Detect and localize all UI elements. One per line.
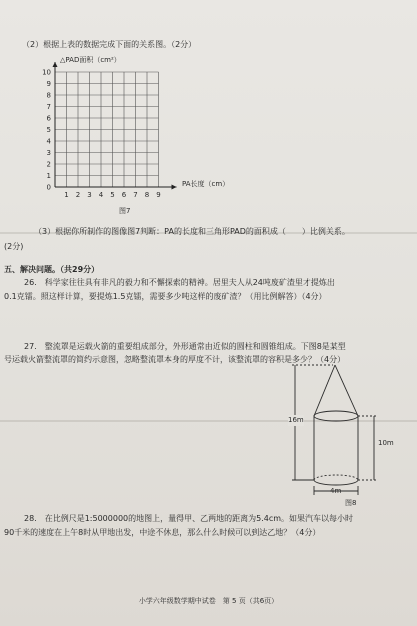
x-tick-label: 8	[144, 191, 150, 199]
graph-area	[30, 55, 230, 215]
y-tick-label: 10	[42, 68, 51, 77]
figure-7-caption: 图7	[119, 207, 131, 215]
x-tick-label: 5	[110, 191, 115, 199]
cylinder-top-ellipse	[314, 411, 358, 421]
x-tick-label: 2	[75, 191, 81, 199]
x-tick-label: 1	[64, 191, 69, 199]
y-tick-label: 1	[46, 172, 51, 180]
y-tick-label: 4	[46, 137, 51, 146]
q26-line1: 26. 科学家往往具有非凡的毅力和不懈探索的精神。居里夫人从24吨废矿渣里才提炼出	[24, 278, 335, 287]
graph-x-label: PA长度（cm）	[182, 180, 230, 188]
y-tick-label: 5	[46, 126, 51, 134]
q3-line1: （3）根据你所制作的图像图7判断：PA的长度和三角形PAD的面积成（ ）比例关系。	[34, 227, 350, 236]
page-footer: 小学六年级数学期中试卷 第 5 页（共6页）	[138, 597, 279, 605]
cone-right-edge	[335, 365, 358, 416]
q27-line2: 号运载火箭整流罩的简约示意图，忽略整流罩本身的厚度不计，该整流罩的容积是多少？（4分）	[4, 355, 346, 364]
q28-line1: 28. 在比例尺是1:5000000的地图上，量得甲、乙两地的距离为5.4cm。如果汽车以每小时	[24, 514, 354, 523]
graph-y-label: △PAD面积（cm²）	[60, 56, 121, 64]
section-5-title: 五、解决问题。（共29分）	[4, 265, 100, 274]
y-tick-label: 7	[46, 103, 51, 111]
graph-svg	[30, 55, 230, 215]
q26-line2: 0.1克镭。照这样计算，要提炼1.5克镭，需要多少吨这样的废矿渣？（用比例解答）（4分）	[4, 292, 327, 301]
cylinder-bottom-back	[314, 475, 358, 480]
q28-line2: 90千米的速度在上午8时从甲地出发，中途不休息，那么什么时候可以到达乙地？（4分）	[4, 528, 321, 537]
fairing-diagram	[290, 360, 410, 510]
x-axis-arrow	[172, 185, 177, 190]
x-tick-label: 7	[133, 191, 138, 199]
figure-8-caption: 图8	[345, 499, 357, 507]
q2-text: （2）根据上表的数据完成下面的关系图。（2分）	[22, 40, 197, 49]
x-tick-label: 4	[98, 191, 104, 199]
dim-label-4m: 4m	[330, 487, 342, 495]
y-tick-label: 8	[46, 91, 51, 100]
cylinder-bottom-front	[314, 480, 358, 485]
q3-line2: (2分)	[4, 242, 24, 251]
y-tick-label: 6	[46, 114, 51, 123]
cone-left-edge	[314, 365, 335, 416]
y-tick-label: 9	[46, 80, 51, 88]
y-tick-label: 3	[46, 149, 51, 157]
x-tick-label: 3	[87, 191, 92, 199]
x-tick-label: 6	[121, 191, 127, 199]
y-axis-arrow	[53, 62, 58, 67]
y-tick-label: 0	[46, 183, 51, 192]
dim-label-16m: 16m	[288, 416, 304, 424]
y-tick-label: 2	[46, 160, 51, 169]
q27-line1: 27. 整流罩是运载火箭的重要组成部分，外形通常由近似的圆柱和圆锥组成。下图8是某型	[24, 342, 346, 351]
x-tick-label: 9	[156, 191, 161, 199]
figure-8	[290, 360, 410, 510]
dim-label-10m: 10m	[378, 439, 394, 447]
